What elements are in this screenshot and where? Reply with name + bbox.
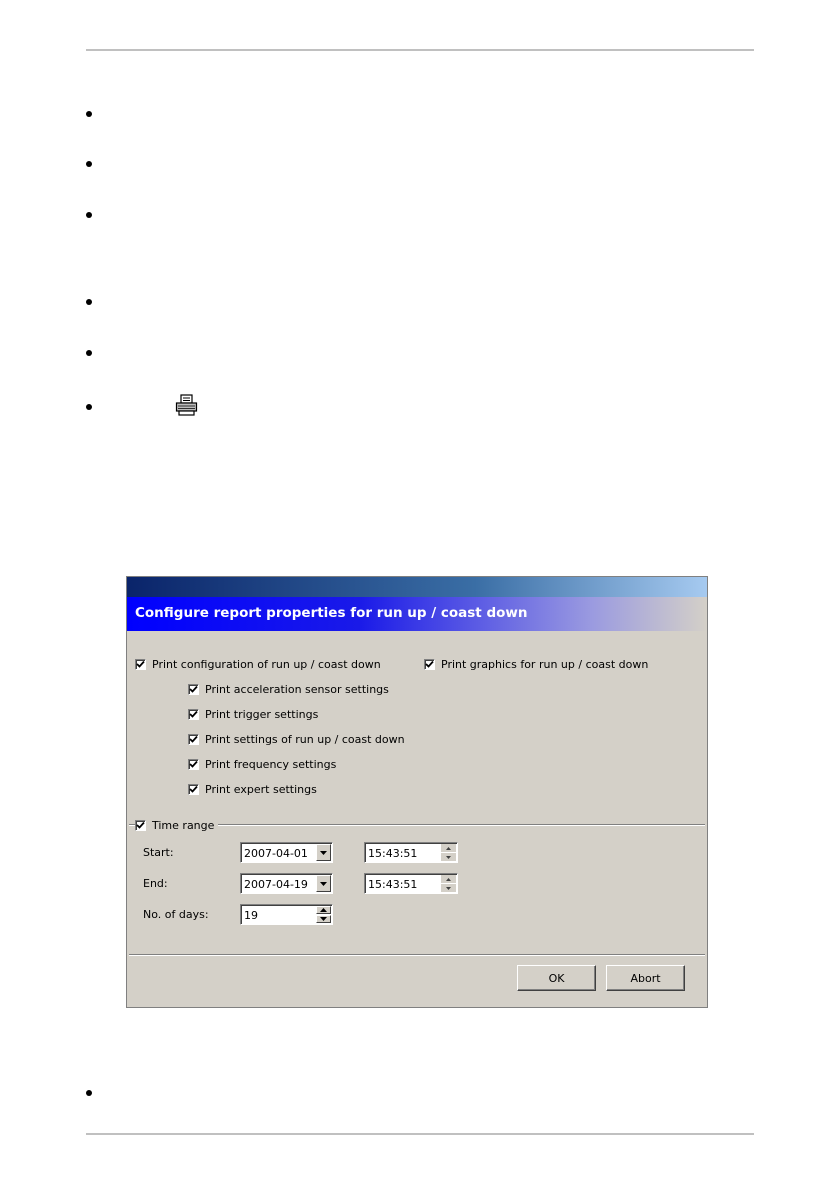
spin-up-button[interactable]: [441, 844, 456, 852]
dialog-titlebar: [127, 577, 707, 597]
spin-down-icon: [446, 856, 451, 859]
print-config-checkbox[interactable]: [135, 656, 381, 672]
print-acceleration-sensor-checkbox[interactable]: [188, 681, 389, 697]
print-expert-checkbox[interactable]: [188, 781, 317, 797]
checkmark-icon: [189, 785, 198, 794]
end-date-picker[interactable]: [240, 873, 333, 894]
start-date-picker[interactable]: [240, 842, 333, 863]
checkmark-icon: [189, 760, 198, 769]
spin-up-button[interactable]: [441, 875, 456, 883]
start-label: Start:: [143, 846, 174, 859]
days-stepper[interactable]: [240, 904, 333, 925]
bullet: [86, 212, 92, 218]
end-date-value: 2007-04-19: [244, 878, 308, 891]
checkmark-icon: [189, 710, 198, 719]
sub-option-label: Print trigger settings: [205, 707, 319, 721]
start-time-value: 15:43:51: [368, 847, 418, 860]
end-date-dropdown-button[interactable]: [316, 875, 331, 892]
dialog-header-banner: [127, 597, 707, 631]
sub-option-label: Print frequency settings: [205, 757, 337, 771]
dropdown-arrow-icon: [320, 851, 327, 855]
checkmark-icon: [189, 735, 198, 744]
bullet: [86, 111, 92, 117]
ok-button-label: OK: [548, 971, 565, 985]
footer-rule: [86, 1133, 754, 1135]
print-run-up-settings-checkbox[interactable]: [188, 731, 405, 747]
checkmark-icon: [136, 821, 145, 830]
bullet: [86, 161, 92, 167]
checkbox-box[interactable]: [188, 784, 199, 795]
spin-up-icon: [446, 878, 451, 881]
spin-up-icon: [320, 908, 327, 912]
end-time-spinner[interactable]: [441, 875, 456, 892]
spin-down-button[interactable]: [441, 853, 456, 861]
sub-option-label: Print settings of run up / coast down: [205, 732, 405, 746]
print-config-label: Print configuration of run up / coast down: [152, 657, 381, 671]
report-properties-dialog: [126, 576, 708, 1008]
start-time-spinner[interactable]: [441, 844, 456, 861]
end-label: End:: [143, 877, 168, 890]
print-trigger-checkbox[interactable]: [188, 706, 318, 722]
checkbox-box[interactable]: [188, 734, 199, 745]
spin-down-icon: [320, 917, 327, 921]
bullet: [86, 404, 92, 410]
start-date-dropdown-button[interactable]: [316, 844, 331, 861]
sub-option-label: Print acceleration sensor settings: [205, 682, 389, 696]
spin-up-button[interactable]: [316, 906, 331, 914]
printer-icon: [175, 394, 199, 416]
end-time-field[interactable]: [364, 873, 458, 894]
button-bar-separator: [129, 954, 705, 956]
checkbox-box[interactable]: [135, 659, 146, 670]
header-rule: [86, 49, 754, 51]
checkbox-box[interactable]: [424, 659, 435, 670]
spin-up-icon: [446, 847, 451, 850]
start-time-field[interactable]: [364, 842, 458, 863]
days-label: No. of days:: [143, 908, 209, 921]
dialog-title: Configure report properties for run up / coast down: [135, 605, 528, 621]
days-value: 19: [244, 909, 258, 922]
bullet: [86, 350, 92, 356]
end-time-value: 15:43:51: [368, 878, 418, 891]
ok-button[interactable]: [517, 965, 596, 991]
checkbox-box[interactable]: [135, 820, 146, 831]
checkmark-icon: [425, 660, 434, 669]
spin-down-button[interactable]: [441, 884, 456, 892]
checkbox-box[interactable]: [188, 684, 199, 695]
spin-down-icon: [446, 887, 451, 890]
checkbox-box[interactable]: [188, 709, 199, 720]
checkmark-icon: [136, 660, 145, 669]
checkmark-icon: [189, 685, 198, 694]
bullet: [86, 1090, 92, 1096]
print-graphics-label: Print graphics for run up / coast down: [441, 657, 649, 671]
sub-option-label: Print expert settings: [205, 782, 317, 796]
start-date-value: 2007-04-01: [244, 847, 308, 860]
dropdown-arrow-icon: [320, 882, 327, 886]
spin-down-button[interactable]: [316, 915, 331, 923]
time-range-label: Time range: [152, 818, 215, 832]
abort-button[interactable]: [606, 965, 685, 991]
days-spinner[interactable]: [316, 906, 331, 923]
print-graphics-checkbox[interactable]: [424, 656, 648, 672]
bullet: [86, 299, 92, 305]
checkbox-box[interactable]: [188, 759, 199, 770]
abort-button-label: Abort: [630, 971, 661, 985]
print-frequency-checkbox[interactable]: [188, 756, 336, 772]
time-range-checkbox[interactable]: [135, 817, 218, 833]
